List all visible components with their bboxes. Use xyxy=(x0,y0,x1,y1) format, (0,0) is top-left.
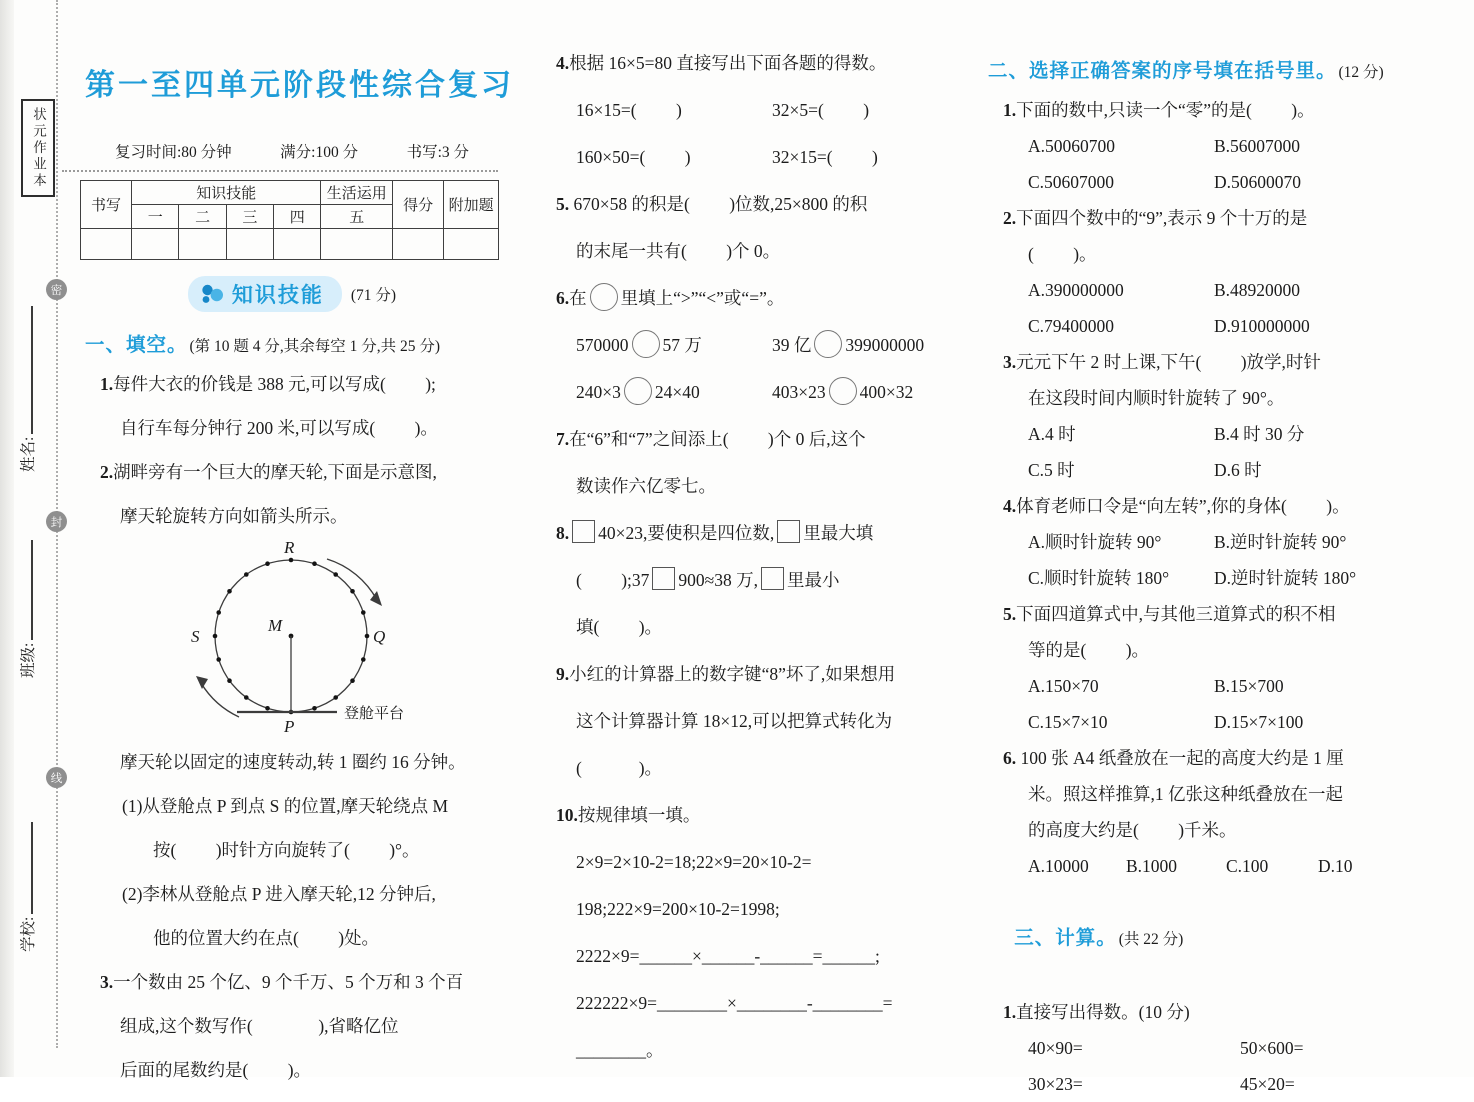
score-sub-4: 四 xyxy=(274,205,321,229)
meta-fullscore: 满分:100 分 xyxy=(280,144,359,161)
c2-q6-stem: 6.在 里填上“>”“<”或“=”。 xyxy=(556,275,970,322)
s1-q3-line2: 组成,这个数写作( ),省略亿位 xyxy=(120,1016,399,1036)
school-label: 学校: xyxy=(20,916,37,952)
seal-xian: 线 xyxy=(46,767,67,788)
c2-q10-line5: ________。 xyxy=(576,1040,664,1060)
school-field xyxy=(16,822,42,952)
c2-q8-line3: 填( )。 xyxy=(576,617,663,637)
c2-q10-line3: 2222×9=______×______-______=______; xyxy=(576,946,880,966)
label-R: R xyxy=(284,538,295,557)
section1-heading xyxy=(85,330,499,362)
c2-q6-row1 xyxy=(556,322,970,369)
label-Q: Q xyxy=(373,627,386,646)
score-sub-3: 三 xyxy=(226,205,273,229)
s1-q2-sub1-line1: (1)从登舱点 P 到点 S 的位置,摩天轮绕点 M xyxy=(122,796,449,816)
page-title: 第一至四单元阶段性综合复习 xyxy=(85,69,514,102)
score-cell-empty xyxy=(226,229,273,260)
s2-q3-stem2: 在这段时间内顺时针旋转了 90°。 xyxy=(1028,388,1285,408)
c2-q7-line1: 7.在“6”和“7”之间添上( )个 0 后,这个 xyxy=(556,429,866,449)
rotation-arrow-bottom xyxy=(201,683,239,717)
ferris-wheel-diagram xyxy=(141,540,451,740)
score-col-writing: 书写 xyxy=(81,181,132,229)
score-sub-1: 一 xyxy=(132,205,179,229)
section1-title: 一、填空。 xyxy=(85,334,188,356)
c2-q9-line1: 9.小红的计算器上的数字键“8”坏了,如果想用 xyxy=(556,664,896,684)
name-blank xyxy=(18,306,33,434)
score-cell-empty xyxy=(81,229,132,260)
s2-q2-optrow1: A.390000000 B.48920000 xyxy=(1028,280,1301,300)
score-sub-2: 二 xyxy=(179,205,226,229)
meta-time: 复习时间:80 分钟 xyxy=(115,144,232,161)
s3-q1-row1: 40×90= 50×600= xyxy=(1028,1038,1304,1058)
c2-q9-line3: ( )。 xyxy=(576,758,663,778)
compare-circle xyxy=(632,330,660,358)
s2-q3-optrow1: A.4 时 B.4 时 30 分 xyxy=(1028,424,1305,444)
s1-q1-line2: 自行车每分钟行 200 米,可以写成( )。 xyxy=(120,418,438,438)
c2-q10-line1: 2×9=2×10-2=18;22×9=20×10-2= xyxy=(576,852,812,872)
s2-q4-stem: 4.体育老师口令是“向左转”,你的身体( )。 xyxy=(1003,496,1350,516)
fill-box xyxy=(777,520,800,543)
name-field xyxy=(16,306,42,472)
paper-edge xyxy=(0,0,14,1077)
s2-q5-stem1: 5.下面四道算式中,与其他三道算式的积不相 xyxy=(1003,604,1336,624)
section2-title: 二、选择正确答案的序号填在括号里。 xyxy=(988,60,1337,82)
score-sub-5: 五 xyxy=(321,205,393,229)
compare-circle xyxy=(590,283,618,311)
score-group-life: 生活运用 xyxy=(321,181,393,205)
section3-title: 三、计算。 xyxy=(1014,927,1117,949)
s2-q6-stem2: 米。照这样推算,1 亿张这种纸叠放在一起 xyxy=(1028,784,1343,804)
c2-q6-row1-right: 39 亿 399000000 xyxy=(772,322,924,369)
column-right xyxy=(988,56,1416,1102)
c2-q4-stem: 4.根据 16×5=80 直接写出下面各题的得数。 xyxy=(556,53,887,73)
c2-q4-row2: 160×50=( ) 32×15=( ) xyxy=(576,147,878,167)
section3-heading xyxy=(988,884,1416,994)
s2-q2-stem1: 2.下面四个数中的“9”,表示 9 个十万的是 xyxy=(1003,208,1308,228)
s2-q1-optrow1: A.50060700 B.56007000 xyxy=(1028,136,1301,156)
s2-q6-stem3: 的高度大约是( )千米。 xyxy=(1028,820,1237,840)
c2-q5-line1: 5. 670×58 的积是( )位数,25×800 的积 xyxy=(556,194,868,214)
s2-q5-optrow2: C.15×7×10 D.15×7×100 xyxy=(1028,712,1304,732)
score-table-empty-row xyxy=(81,229,499,260)
score-cell-empty xyxy=(444,229,499,260)
c2-q6-row2-left: 240×3 24×40 xyxy=(576,369,772,416)
section2-heading xyxy=(988,56,1416,88)
s1-q2-sub1-line2: 按( )时针方向旋转了( )°。 xyxy=(153,840,420,860)
knowledge-badge-label: 知识技能 xyxy=(231,284,324,307)
knowledge-badge-points: (71 分) xyxy=(350,287,397,304)
score-cell-empty xyxy=(179,229,226,260)
column-left xyxy=(85,66,514,1092)
score-cell-empty xyxy=(274,229,321,260)
compare-circle xyxy=(624,377,652,405)
c2-q8-line1: 8. 40×23,要使积是四位数, 里最大填 xyxy=(556,510,970,557)
divider-dotted xyxy=(62,170,498,172)
c2-q10-line4: 222222×9=________×________-________= xyxy=(576,993,893,1013)
c2-q6-row2-right: 403×23 400×32 xyxy=(772,369,913,416)
school-blank xyxy=(18,822,33,914)
s1-q2-sub2-line1: (2)李林从登舱点 P 进入摩天轮,12 分钟后, xyxy=(122,884,436,904)
c2-q5-line2: 的末尾一共有( )个 0。 xyxy=(576,241,781,261)
s2-q6-stem1: 6. 100 张 A4 纸叠放在一起的高度大约是 1 厘 xyxy=(1003,748,1344,768)
s2-q2-stem2: ( )。 xyxy=(1028,244,1097,264)
class-blank xyxy=(18,540,33,640)
seal-mi: 密 xyxy=(46,279,67,300)
label-platform: 登舱平台 xyxy=(344,706,405,722)
fill-box xyxy=(652,567,675,590)
meta-writing: 书写:3 分 xyxy=(406,144,469,161)
score-table xyxy=(80,180,499,260)
knowledge-badge-row xyxy=(85,276,499,312)
score-col-score: 得分 xyxy=(393,181,444,229)
s2-q4-optrow1: A.顺时针旋转 90° B.逆时针旋转 90° xyxy=(1028,532,1347,552)
c2-q6-row2 xyxy=(556,369,970,416)
s1-q2-sub2-line2: 他的位置大约在点( )处。 xyxy=(153,928,380,948)
s2-q5-optrow1: A.150×70 B.15×700 xyxy=(1028,676,1284,696)
class-label: 班级: xyxy=(20,642,37,678)
name-label: 姓名: xyxy=(20,436,37,472)
section1-points: (第 10 题 4 分,其余每空 1 分,共 25 分) xyxy=(189,338,441,355)
s1-q1-line1: 1.每件大衣的价钱是 388 元,可以写成( ); xyxy=(100,374,436,394)
compare-circle xyxy=(829,377,857,405)
section2-points: (12 分) xyxy=(1338,64,1384,81)
fill-box xyxy=(761,567,784,590)
section3-points: (共 22 分) xyxy=(1118,931,1184,948)
s3-q1-stem: 1.直接写出得数。(10 分) xyxy=(1003,1002,1190,1022)
seal-feng: 封 xyxy=(46,511,67,532)
label-P: P xyxy=(284,717,295,736)
score-cell-empty xyxy=(132,229,179,260)
c2-q8-line2: ( );37 900≈38 万, 里最小 xyxy=(556,557,970,604)
label-S: S xyxy=(191,627,200,646)
s1-q2-line2: 摩天轮旋转方向如箭头所示。 xyxy=(120,506,348,526)
s2-q3-stem1: 3.元元下午 2 时上课,下午( )放学,时针 xyxy=(1003,352,1321,372)
fill-box xyxy=(572,520,595,543)
s2-q1-stem: 1.下面的数中,只读一个“零”的是( )。 xyxy=(1003,100,1315,120)
compare-circle xyxy=(814,330,842,358)
column-middle xyxy=(556,40,970,1074)
c2-q6-row1-left: 570000 57 万 xyxy=(576,322,772,369)
class-field xyxy=(16,540,42,678)
score-cell-empty xyxy=(321,229,393,260)
s1-q3-line3: 后面的尾数约是( )。 xyxy=(120,1060,312,1080)
score-col-bonus: 附加题 xyxy=(444,181,499,229)
s2-q1-optrow2: C.50607000 D.50600070 xyxy=(1028,172,1302,192)
c2-q9-line2: 这个计算器计算 18×12,可以把算式转化为 xyxy=(576,711,893,731)
c2-q10-line2: 198;222×9=200×10-2=1998; xyxy=(576,899,780,919)
s1-q2-line3: 摩天轮以固定的速度转动,转 1 圈约 16 分钟。 xyxy=(120,752,466,772)
brand-box: 状元作业本 xyxy=(21,99,55,197)
c2-q4-row1: 16×15=( ) 32×5=( ) xyxy=(576,100,870,120)
exam-meta xyxy=(85,140,499,162)
score-group-knowledge: 知识技能 xyxy=(132,181,321,205)
knowledge-badge xyxy=(188,276,342,312)
s1-q3-line1: 3.一个数由 25 个亿、9 个千万、5 个万和 3 个百 xyxy=(100,972,464,992)
score-cell-empty xyxy=(393,229,444,260)
knowledge-badge-icon xyxy=(200,283,225,305)
s2-q5-stem2: 等的是( )。 xyxy=(1028,640,1150,660)
label-M: M xyxy=(268,616,283,635)
s3-q1-row2: 30×23= 45×20= xyxy=(1028,1074,1295,1094)
c2-q7-line2: 数读作六亿零七。 xyxy=(576,476,716,496)
s1-q2-line1: 2.湖畔旁有一个巨大的摩天轮,下面是示意图, xyxy=(100,462,437,482)
s2-q2-optrow2: C.79400000 D.910000000 xyxy=(1028,316,1310,336)
s2-q6-optrow: A.10000 B.1000 C.100 D.10 xyxy=(1028,856,1353,876)
c2-q10-stem: 10.按规律填一填。 xyxy=(556,805,701,825)
rotation-arrow-top xyxy=(327,559,377,600)
s2-q3-optrow2: C.5 时 D.6 时 xyxy=(1028,460,1262,480)
s2-q4-optrow2: C.顺时针旋转 180° D.逆时针旋转 180° xyxy=(1028,568,1357,588)
score-table-header1 xyxy=(81,181,499,205)
